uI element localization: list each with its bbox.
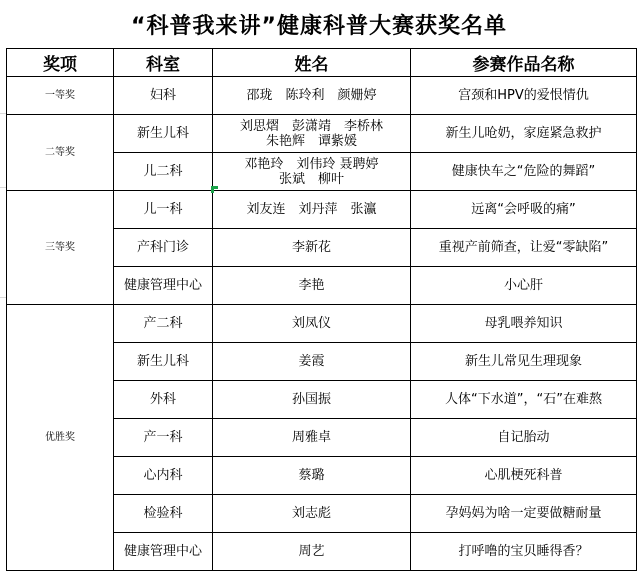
dept-cell[interactable]: 外科 — [114, 381, 213, 419]
dept-cell[interactable]: 新生儿科 — [114, 343, 213, 381]
work-cell[interactable]: 新生儿常见生理现象 — [411, 343, 637, 381]
header-dept[interactable]: 科室 — [114, 49, 213, 77]
award-second[interactable]: 二等奖 — [7, 115, 114, 191]
work-cell[interactable]: 小心肝 — [411, 267, 637, 305]
work-cell[interactable]: 人体“下水道”，“石”在难熬 — [411, 381, 637, 419]
table-row — [7, 191, 637, 229]
document-title: “科普我来讲”健康科普大赛获奖名单 — [131, 13, 507, 39]
header-row — [7, 49, 637, 77]
name-cell[interactable] — [213, 153, 411, 191]
dept-cell[interactable]: 产二科 — [114, 305, 213, 343]
name-cell[interactable]: 蔡璐 — [213, 457, 411, 495]
work-cell[interactable]: 孕妈妈为啥一定要做糖耐量 — [411, 495, 637, 533]
cell-comment-marker — [211, 186, 218, 193]
name-line: 张斌 柳叶 — [278, 171, 344, 187]
table-row — [7, 115, 637, 153]
dept-cell[interactable]: 新生儿科 — [114, 115, 213, 153]
name-cell[interactable]: 刘志彪 — [213, 495, 411, 533]
header-award[interactable]: 奖项 — [7, 49, 114, 77]
name-line: 刘思熠 彭潇靖 李桥林 — [239, 118, 383, 134]
name-cell[interactable]: 周雅卓 — [213, 419, 411, 457]
work-cell[interactable]: 自记胎动 — [411, 419, 637, 457]
name-line: 邓艳玲 刘伟玲 聂聘婷 — [244, 156, 379, 172]
header-name[interactable]: 姓名 — [213, 49, 411, 77]
name-cell[interactable]: 李艳 — [213, 267, 411, 305]
dept-cell[interactable]: 检验科 — [114, 495, 213, 533]
name-cell[interactable]: 孙国振 — [213, 381, 411, 419]
work-cell[interactable]: 健康快车之“危险的舞蹈” — [411, 153, 637, 191]
dept-cell[interactable]: 产一科 — [114, 419, 213, 457]
work-cell[interactable]: 远离“会呼吸的痛” — [411, 191, 637, 229]
name-cell[interactable]: 邵珑 陈玲利 颜姗婷 — [213, 77, 411, 115]
award-excellent[interactable]: 优胜奖 — [7, 305, 114, 571]
name-cell[interactable]: 刘凤仪 — [213, 305, 411, 343]
dept-cell[interactable]: 健康管理中心 — [114, 533, 213, 571]
dept-cell[interactable]: 健康管理中心 — [114, 267, 213, 305]
name-line: 朱艳辉 谭紫媛 — [265, 133, 357, 149]
dept-cell[interactable]: 产科门诊 — [114, 229, 213, 267]
dept-cell[interactable]: 儿一科 — [114, 191, 213, 229]
name-cell[interactable]: 姜霞 — [213, 343, 411, 381]
award-third[interactable]: 三等奖 — [7, 191, 114, 305]
name-cell[interactable]: 周艺 — [213, 533, 411, 571]
work-cell[interactable]: 新生儿呛奶，家庭紧急救护 — [411, 115, 637, 153]
work-cell[interactable]: 宫颈和HPV的爱恨情仇 — [411, 77, 637, 115]
name-cell[interactable] — [213, 115, 411, 153]
work-cell[interactable]: 心肌梗死科普 — [411, 457, 637, 495]
table-row — [7, 305, 637, 343]
work-cell[interactable]: 打呼噜的宝贝睡得香？ — [411, 533, 637, 571]
header-work[interactable]: 参赛作品名称 — [411, 49, 637, 77]
name-cell[interactable]: 刘友连 刘丹萍 张瀛 — [213, 191, 411, 229]
dept-cell[interactable]: 妇科 — [114, 77, 213, 115]
award-first[interactable]: 一等奖 — [7, 77, 114, 115]
award-table — [6, 48, 637, 571]
work-cell[interactable]: 重视产前筛查，让爱“零缺陷” — [411, 229, 637, 267]
name-cell[interactable]: 李新花 — [213, 229, 411, 267]
dept-cell[interactable]: 儿二科 — [114, 153, 213, 191]
work-cell[interactable]: 母乳喂养知识 — [411, 305, 637, 343]
table-row — [7, 77, 637, 115]
dept-cell[interactable]: 心内科 — [114, 457, 213, 495]
